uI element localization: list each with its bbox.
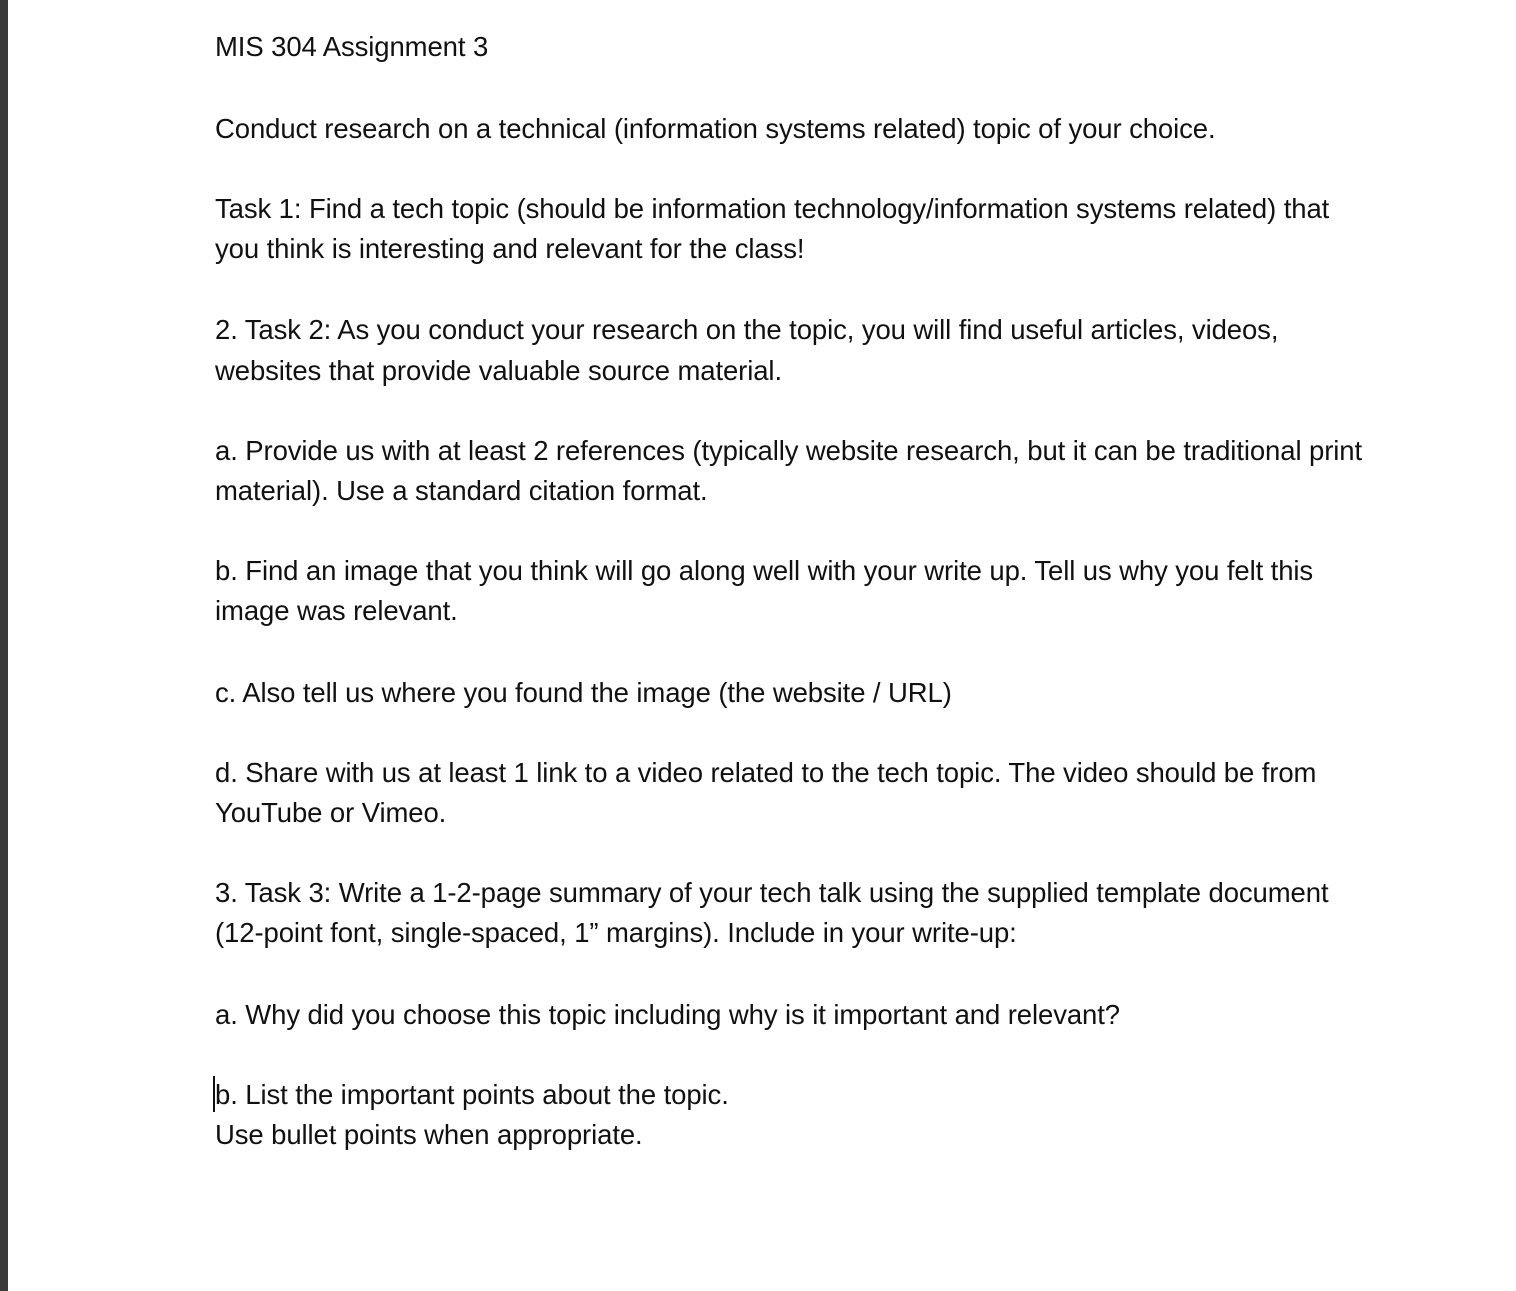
intro-paragraph: Conduct research on a technical (information systems related) topic of your choice. [215, 113, 1216, 144]
window-left-edge [0, 0, 8, 1291]
document-page[interactable] [8, 0, 1516, 1291]
task2-a-line-1: a. Provide us with at least 2 references (typically website research, but it can be traditional print [215, 435, 1362, 466]
task2-b-line-1: b. Find an image that you think will go along well with your write up. Tell us why you felt this [215, 555, 1314, 586]
task2-d-line-2: YouTube or Vimeo. [215, 797, 447, 828]
task3-line-1: 3. Task 3: Write a 1-2-page summary of your tech talk using the supplied template document [215, 877, 1329, 908]
text-cursor [213, 1076, 215, 1112]
task1-line-1: Task 1: Find a tech topic (should be information technology/information systems related) that [215, 193, 1330, 224]
task2-d-line-1: d. Share with us at least 1 link to a video related to the tech topic. The video should be from [215, 757, 1317, 788]
task3-line-2: (12-point font, single-spaced, 1” margins). Include in your write-up: [215, 917, 1017, 948]
task2-line-2: websites that provide valuable source material. [215, 355, 782, 386]
task3-a-line: a. Why did you choose this topic including why is it important and relevant? [215, 999, 1120, 1030]
task2-c-line: c. Also tell us where you found the image (the website / URL) [215, 677, 952, 708]
task2-line-1: 2. Task 2: As you conduct your research on the topic, you will find useful articles, videos, [215, 314, 1279, 345]
task3-b-line-2: Use bullet points when appropriate. [215, 1119, 643, 1150]
task1-line-2: you think is interesting and relevant for the class! [215, 233, 805, 264]
task3-b-line-1: b. List the important points about the topic. [215, 1079, 729, 1110]
task2-a-line-2: material). Use a standard citation format. [215, 475, 708, 506]
task2-b-line-2: image was relevant. [215, 595, 458, 626]
document-title: MIS 304 Assignment 3 [215, 31, 489, 62]
